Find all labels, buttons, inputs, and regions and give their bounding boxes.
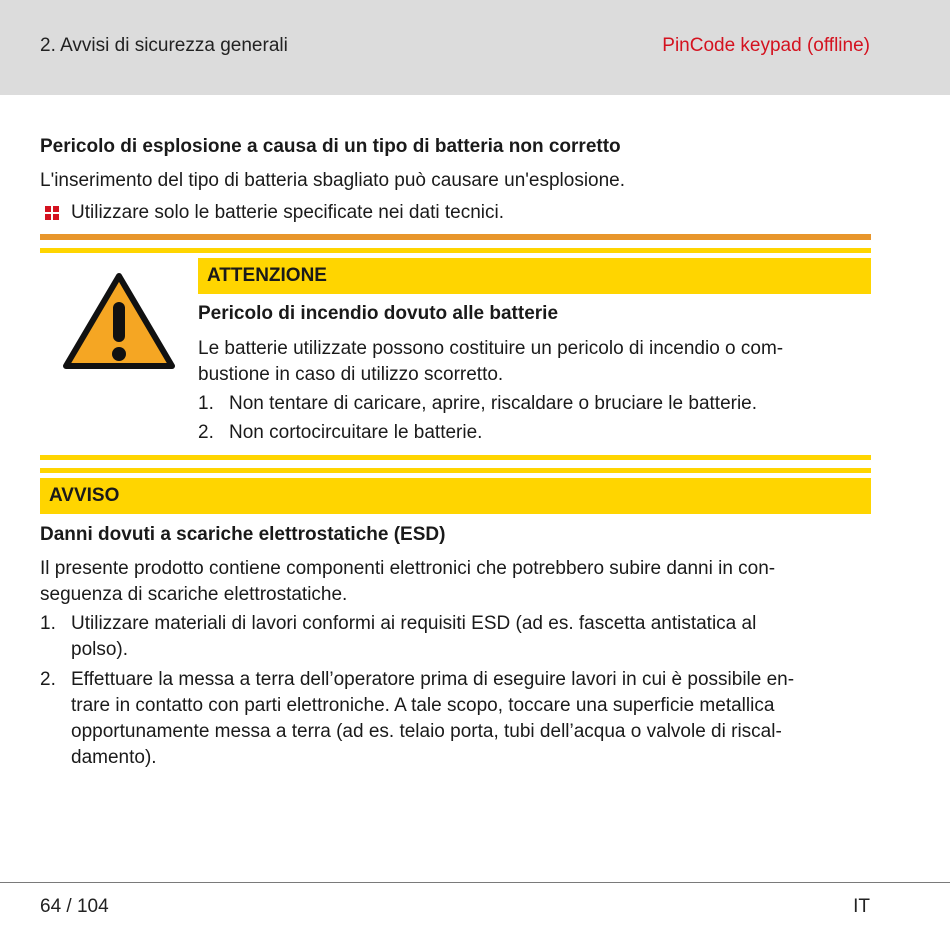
page-number: 64 / 104 xyxy=(40,896,109,917)
product-name: PinCode keypad (offline) xyxy=(662,35,870,56)
caution-item-text: Non cortocircuitare le batterie. xyxy=(229,422,483,443)
notice-item-text: opportunamente messa a terra (ad es. telaio porta, tubi dell’acqua o valvole di riscal- xyxy=(71,721,782,742)
notice-item-text: Utilizzare materiali di lavori conformi ai requisiti ESD (ad es. fascetta antistatica al xyxy=(71,613,757,634)
caution-label: ATTENZIONE xyxy=(198,258,871,294)
language-code: IT xyxy=(853,896,870,917)
caution-text-line1: Le batterie utilizzate possono costituire un pericolo di incendio o com- xyxy=(198,338,784,359)
notice-item-text: polso). xyxy=(71,639,129,660)
battery-type-bullet: Utilizzare solo le batterie specificate nei dati tecnici. xyxy=(71,202,504,223)
warning-triangle-icon xyxy=(62,272,176,370)
notice-label: AVVISO xyxy=(40,478,871,514)
page-header xyxy=(0,0,950,95)
notice-item-number: 1. xyxy=(40,613,56,634)
notice-item-text: damento). xyxy=(71,747,157,768)
section-title: 2. Avvisi di sicurezza generali xyxy=(40,35,288,56)
notice-heading: Danni dovuti a scariche elettrostatiche (ESD) xyxy=(40,524,446,545)
battery-type-heading: Pericolo di esplosione a causa di un tipo di batteria non corretto xyxy=(40,136,621,157)
yellow-divider xyxy=(40,248,871,253)
notice-item-number: 2. xyxy=(40,669,56,690)
caution-heading: Pericolo di incendio dovuto alle batterie xyxy=(198,303,559,324)
orange-divider xyxy=(40,234,871,240)
notice-text-line2: seguenza di scariche elettrostatiche. xyxy=(40,584,348,605)
caution-item-text: Non tentare di caricare, aprire, riscaldare o bruciare le batterie. xyxy=(229,393,758,414)
notice-item-text: trare in contatto con parti elettroniche. A tale scopo, toccare una superficie metallica xyxy=(71,695,775,716)
notice-text-line1: Il presente prodotto contiene componenti elettronici che potrebbero subire danni in con- xyxy=(40,558,776,579)
yellow-divider xyxy=(40,468,871,473)
notice-item-text: Effettuare la messa a terra dell’operatore prima di eseguire lavori in cui è possibile en- xyxy=(71,669,795,690)
battery-type-text: L'inserimento del tipo di batteria sbagliato può causare un'esplosione. xyxy=(40,170,626,191)
caution-item-number: 1. xyxy=(198,393,214,414)
footer-divider xyxy=(0,882,950,883)
yellow-divider xyxy=(40,455,871,460)
bullet-square-icon xyxy=(45,206,59,220)
caution-text-line2: bustione in caso di utilizzo scorretto. xyxy=(198,364,504,385)
caution-item-number: 2. xyxy=(198,422,214,443)
